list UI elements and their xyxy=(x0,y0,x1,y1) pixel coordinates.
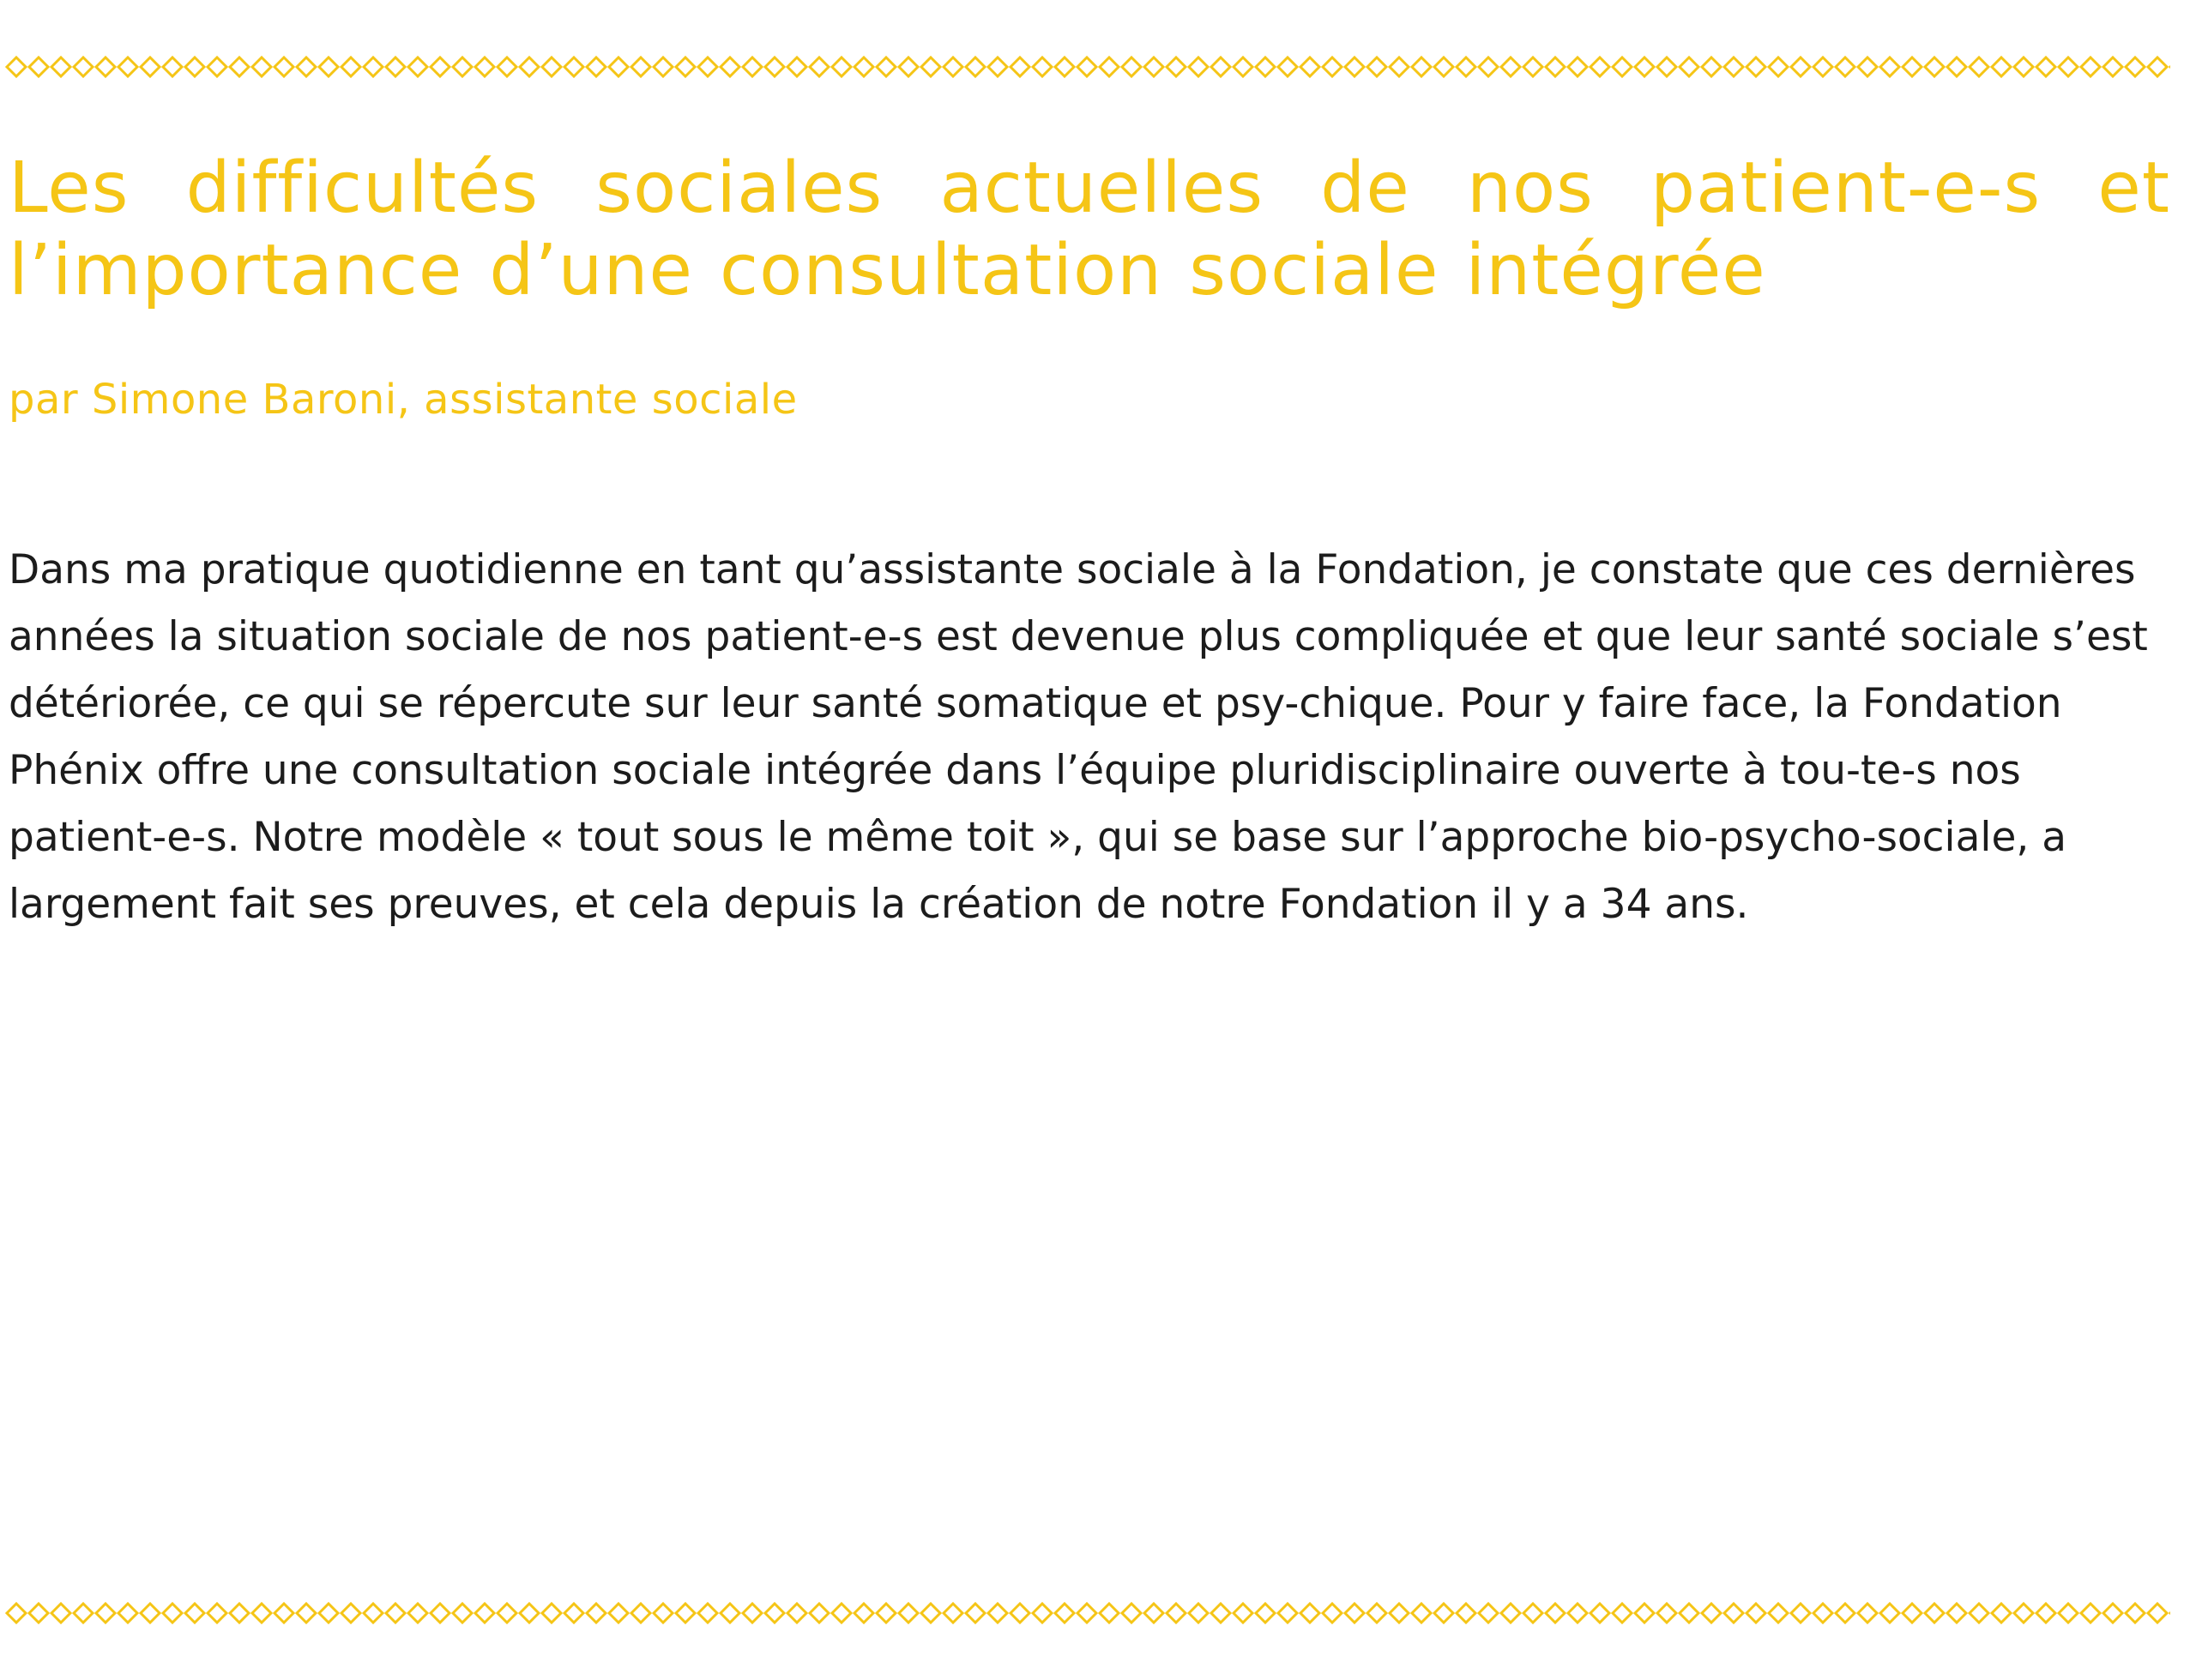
article-title: Les difficultés sociales actuelles de nos patient-e-s et l’importance d’une consultation sociale intégrée xyxy=(9,148,2170,311)
article-byline: par Simone Baroni, assistante sociale xyxy=(9,376,798,424)
top-diamond-pattern xyxy=(5,46,2170,87)
top-diamond-border xyxy=(5,46,2170,87)
article-body: Dans ma pratique quotidienne en tant qu’assistante sociale à la Fondation, je constate que ces dernières années la situation sociale de nos patient-e-s est devenue plus compliquée et que leur santé sociale s’est détériorée, ce qui se répercute sur leur santé somatique et psy-chique. Pour y faire face, la Fondation Phénix offre une consultation sociale intégrée dans l’équipe pluridisciplinaire ouverte à tou-te-s nos patient-e-s. Notre modèle « tout sous le même toit », qui se base sur l’approche bio-psycho-sociale, a largement fait ses preuves, et cela depuis la création de notre Fondation il y a 34 ans. xyxy=(9,546,2148,928)
bottom-diamond-border xyxy=(5,1593,2170,1634)
bottom-diamond-pattern xyxy=(5,1593,2170,1634)
